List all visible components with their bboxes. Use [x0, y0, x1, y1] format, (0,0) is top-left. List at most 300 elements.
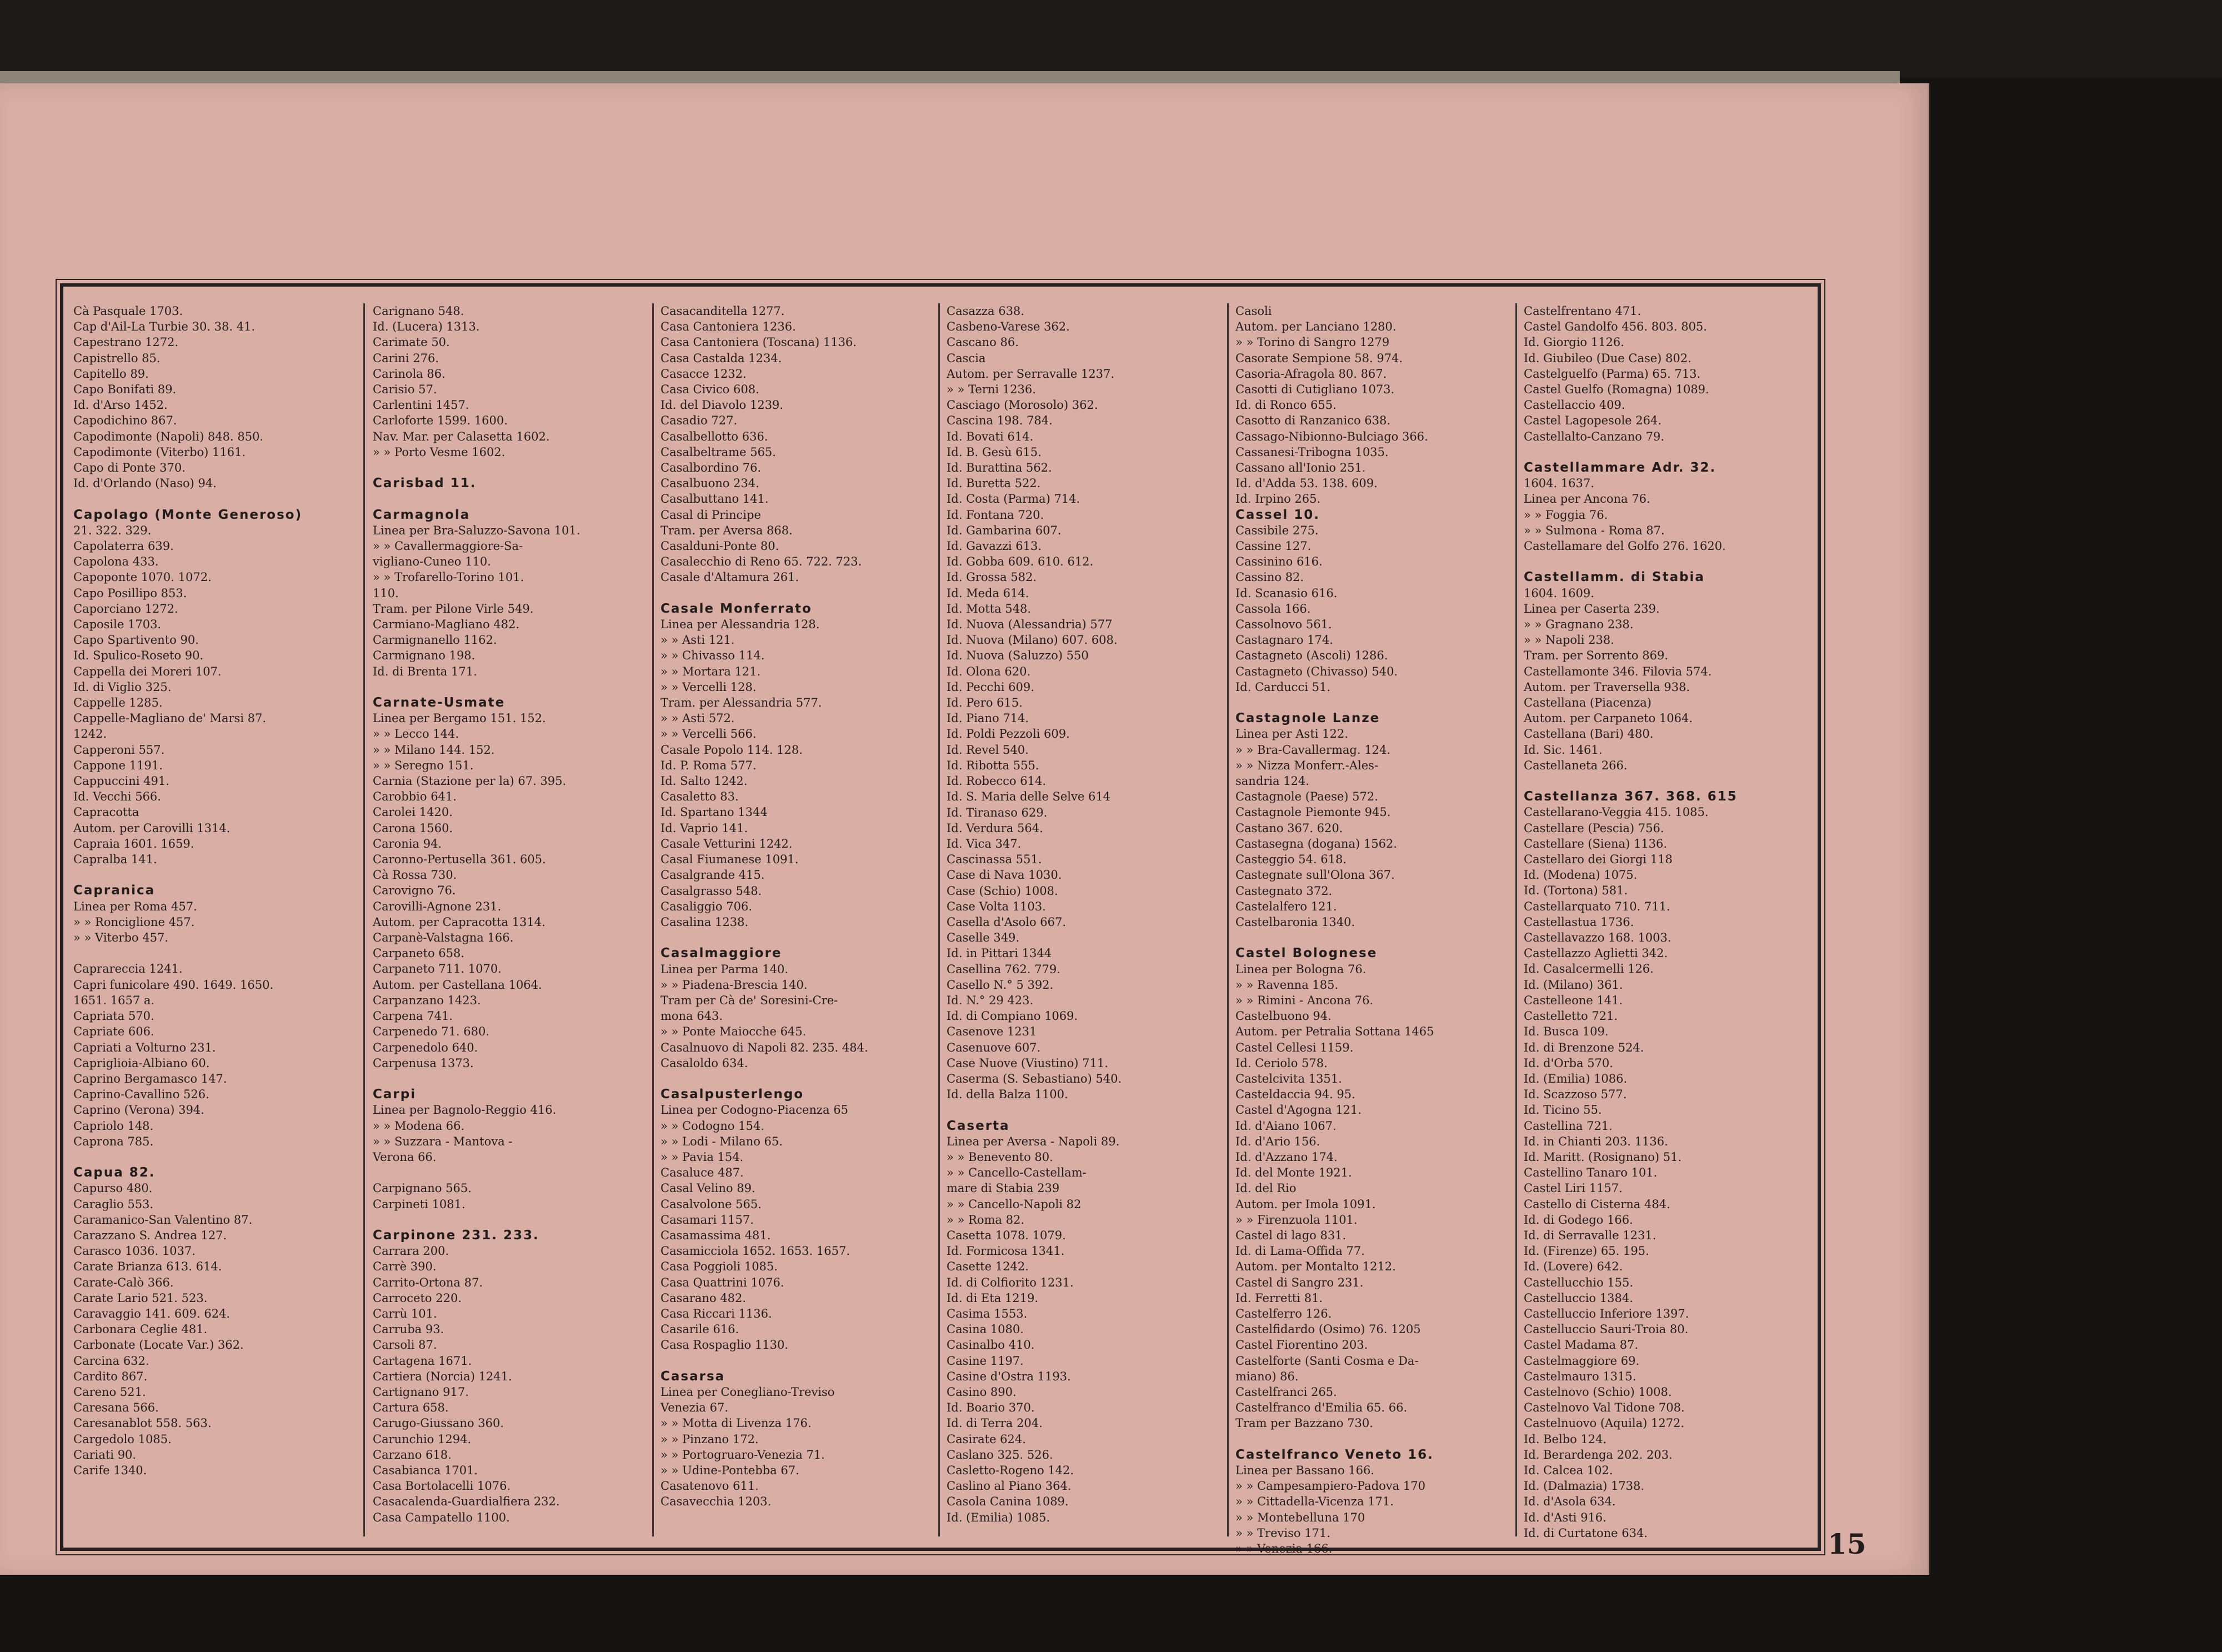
index-entry: Carife 1340. — [73, 1463, 147, 1477]
index-entry: Caronno-Pertusella 361. 605. — [373, 853, 546, 867]
index-entry: Id. Tiranaso 629. — [947, 805, 1048, 819]
index-entry: 1651. 1657 a. — [73, 993, 155, 1007]
index-entry: Id. d'Adda 53. 138. 609. — [1235, 477, 1378, 490]
index-entry: Autom. per Montalto 1212. — [1235, 1260, 1396, 1274]
index-entry: Carate Brianza 613. 614. — [73, 1260, 222, 1274]
index-entry: Id. (Lucera) 1313. — [373, 320, 480, 334]
index-entry: Carbonara Ceglie 481. — [73, 1323, 208, 1336]
index-entry: Capitello 89. — [73, 367, 149, 381]
index-entry: » » Ponte Maiocche 645. — [660, 1025, 807, 1039]
index-entry: Carrù 101. — [373, 1306, 437, 1320]
index-entry: Tram. per Pilone Virle 549. — [373, 602, 534, 615]
index-entry: Id. Grossa 582. — [947, 570, 1037, 584]
index-entry: Castelletto 721. — [1524, 1009, 1618, 1023]
index-entry: Castelferro 126. — [1235, 1306, 1332, 1320]
index-entry: Capolona 433. — [73, 555, 159, 569]
index-entry: Carazzano S. Andrea 127. — [73, 1228, 227, 1242]
index-entry: Casamari 1157. — [660, 1213, 754, 1227]
index-entry: Casalbellotto 636. — [660, 429, 768, 443]
index-entry: Castelguelfo (Parma) 65. 713. — [1524, 367, 1701, 381]
index-entry: Cascinassa 551. — [947, 853, 1042, 867]
index-entry: Capralba 141. — [73, 853, 157, 867]
index-entry: Cassine 127. — [1235, 539, 1312, 553]
index-column-3 — [652, 303, 938, 1536]
index-entry: Cascina 198. 784. — [947, 414, 1053, 428]
index-entry: Id. Formicosa 1341. — [947, 1244, 1065, 1258]
index-entry: sandria 124. — [1235, 774, 1309, 788]
index-entry: Carsoli 87. — [373, 1338, 437, 1352]
index-entry: Casette 1242. — [947, 1260, 1029, 1274]
index-entry: Id. Nuova (Saluzzo) 550 — [947, 649, 1089, 663]
index-entry: Casal Velino 89. — [660, 1182, 755, 1195]
index-entry: » » Motta di Livenza 176. — [660, 1416, 812, 1430]
index-entry: Capriati a Volturno 231. — [73, 1040, 216, 1054]
index-entry: Cappone 1191. — [73, 758, 163, 772]
index-entry: Caslano 325. 526. — [947, 1448, 1053, 1461]
index-entry: Castel Liri 1157. — [1524, 1182, 1623, 1195]
index-entry: Autom. per Petralia Sottana 1465 — [1235, 1025, 1434, 1039]
entry-heading: Casalpusterlengo — [660, 1087, 804, 1102]
index-entry: Casa Quattrini 1076. — [660, 1275, 784, 1289]
entry-heading: Caserta — [947, 1118, 1010, 1133]
index-entry: Castelfranco d'Emilia 65. 66. — [1235, 1401, 1408, 1415]
index-entry: Id. B. Gesù 615. — [947, 445, 1042, 459]
index-entry: Castellarquato 710. 711. — [1524, 899, 1670, 913]
index-entry: Id. d'Ario 156. — [1235, 1134, 1320, 1148]
index-entry: vigliano-Cuneo 110. — [373, 555, 491, 569]
index-entry: » » Modena 66. — [373, 1119, 465, 1133]
index-entry: Castel Madama 87. — [1524, 1338, 1639, 1352]
index-entry: Cassibile 275. — [1235, 523, 1319, 537]
index-entry: » » Cancello-Castellam- — [947, 1166, 1087, 1180]
entry-heading: Carpinone 231. 233. — [373, 1228, 539, 1243]
index-entry: Castellana (Bari) 480. — [1524, 727, 1654, 741]
index-entry: Id. Casalcermelli 126. — [1524, 962, 1654, 976]
index-entry: Castelcivita 1351. — [1235, 1072, 1342, 1085]
index-entry: » » Roma 82. — [947, 1213, 1025, 1227]
index-entry: Capracotta — [73, 805, 139, 819]
index-entry: Casa Cantoniera 1236. — [660, 320, 796, 334]
index-entry: » » Milano 144. 152. — [373, 743, 495, 757]
index-entry: Capistrello 85. — [73, 351, 161, 365]
index-entry: Casaliggio 706. — [660, 899, 752, 913]
index-entry: Cassinino 616. — [1235, 555, 1323, 569]
index-entry: Autom. per Carovilli 1314. — [73, 821, 231, 835]
index-entry: Capoponte 1070. 1072. — [73, 570, 212, 584]
index-entry: Carruba 93. — [373, 1323, 444, 1336]
index-entry: Capraia 1601. 1659. — [73, 837, 194, 850]
index-entry: Castellaccio 409. — [1524, 398, 1625, 412]
spacer — [373, 1071, 653, 1087]
index-entry: Caserma (S. Sebastiano) 540. — [947, 1072, 1122, 1085]
spacer — [660, 585, 938, 601]
index-entry: Cappelle 1285. — [73, 696, 163, 710]
index-entry: Casine 1197. — [947, 1354, 1024, 1368]
index-entry: Casenove 1231 — [947, 1025, 1037, 1039]
index-entry: Casa Castalda 1234. — [660, 351, 782, 365]
entry-heading: Castelfranco Veneto 16. — [1235, 1447, 1434, 1462]
index-entry: Carmignano 198. — [373, 649, 476, 663]
index-entry: » » Cittadella-Vicenza 171. — [1235, 1495, 1394, 1509]
index-entry: Castasegna (dogana) 1562. — [1235, 837, 1397, 850]
index-entry: Carovilli-Agnone 231. — [373, 899, 502, 913]
index-entry: Capodimonte (Viterbo) 1161. — [73, 445, 246, 459]
spacer — [660, 1353, 938, 1369]
index-entry: Casalnuovo di Napoli 82. 235. 484. — [660, 1040, 868, 1054]
index-entry: Id. Pero 615. — [947, 696, 1023, 710]
index-entry: Linea per Bagnolo-Reggio 416. — [373, 1103, 557, 1117]
index-entry: Casale Vetturini 1242. — [660, 837, 793, 850]
index-entry: » » Treviso 171. — [1235, 1526, 1330, 1540]
index-entry: Casalina 1238. — [660, 915, 749, 929]
index-entry: Id. Ceriolo 578. — [1235, 1056, 1328, 1070]
index-entry: Linea per Asti 122. — [1235, 727, 1348, 741]
index-entry: Linea per Conegliano-Treviso — [660, 1385, 835, 1399]
index-entry: Cartignano 917. — [373, 1385, 469, 1399]
index-entry: Capodimonte (Napoli) 848. 850. — [73, 429, 264, 443]
index-entry: Casa Civico 608. — [660, 383, 759, 397]
index-entry: Casaletto 83. — [660, 790, 739, 804]
index-entry: Id. di Compiano 1069. — [947, 1009, 1078, 1023]
spacer — [373, 460, 653, 475]
index-entry: Id. Motta 548. — [947, 602, 1032, 615]
index-entry: Castellina 721. — [1524, 1119, 1613, 1133]
spacer — [947, 1102, 1227, 1118]
index-entry: Capo Bonifati 89. — [73, 383, 177, 397]
index-entry: » » Viterbo 457. — [73, 931, 168, 945]
index-entry: Castellalto-Canzano 79. — [1524, 429, 1665, 443]
index-entry: Casa Poggioli 1085. — [660, 1260, 778, 1274]
index-entry: Linea per Bergamo 151. 152. — [373, 712, 546, 725]
index-entry: Casamicciola 1652. 1653. 1657. — [660, 1244, 850, 1258]
index-entry: » » Ravenna 185. — [1235, 978, 1339, 992]
index-entry: Casola Canina 1089. — [947, 1495, 1069, 1509]
spacer — [73, 867, 362, 883]
index-entry: 1604. 1609. — [1524, 586, 1594, 600]
index-entry: Casello N.° 5 392. — [947, 978, 1054, 992]
index-entry: Id. Nuova (Milano) 607. 608. — [947, 633, 1118, 647]
index-entry: » » Cancello-Napoli 82 — [947, 1197, 1082, 1211]
index-entry: » » Rimini - Ancona 76. — [1235, 993, 1374, 1007]
index-entry: Castelfranci 265. — [1235, 1385, 1337, 1399]
index-entry: Id. d'Azzano 174. — [1235, 1150, 1338, 1164]
index-entry: Id. del Monte 1921. — [1235, 1166, 1352, 1180]
index-entry: Casinalbo 410. — [947, 1338, 1035, 1352]
index-entry: Id. del Diavolo 1239. — [660, 398, 784, 412]
index-entry: Id. Burattina 562. — [947, 461, 1052, 475]
index-entry: Casino 890. — [947, 1385, 1017, 1399]
index-entry: Carate-Calò 366. — [73, 1275, 174, 1289]
index-entry: Id. Belbo 124. — [1524, 1432, 1607, 1446]
index-entry: » » Lodi - Milano 65. — [660, 1134, 783, 1148]
index-entry: Castellamonte 346. Filovia 574. — [1524, 664, 1712, 678]
index-entry: » » Trofarello-Torino 101. — [373, 570, 524, 584]
index-entry: Case Volta 1103. — [947, 899, 1046, 913]
index-entry: Carimate 50. — [373, 336, 450, 349]
index-entry: Autom. per Castellana 1064. — [373, 978, 542, 992]
index-entry: Casal Fiumanese 1091. — [660, 853, 799, 867]
index-entry: Id. Spartano 1344 — [660, 805, 768, 819]
index-entry: Caramanico-San Valentino 87. — [73, 1213, 253, 1227]
index-entry: Capo Posillipo 853. — [73, 586, 187, 600]
index-entry: Capo Spartivento 90. — [73, 633, 199, 647]
index-entry: Castelluccio Inferiore 1397. — [1524, 1306, 1689, 1320]
index-entry: Id. Busca 109. — [1524, 1025, 1609, 1039]
index-entry: Nav. Mar. per Calasetta 1602. — [373, 429, 550, 443]
index-entry: Casacce 1232. — [660, 367, 747, 381]
index-entry: Id. Olona 620. — [947, 664, 1031, 678]
entry-heading: Carpi — [373, 1087, 417, 1102]
spacer — [660, 930, 938, 945]
index-entry: Caporciano 1272. — [73, 602, 178, 615]
index-entry: Cartiera (Norcia) 1241. — [373, 1369, 512, 1383]
index-entry: Id. d'Asola 634. — [1524, 1495, 1616, 1509]
index-entry: Id. di Godego 166. — [1524, 1213, 1633, 1227]
index-entry: Carpanzano 1423. — [373, 993, 481, 1007]
index-entry: Cariati 90. — [73, 1448, 137, 1461]
index-entry: Id. Sic. 1461. — [1524, 743, 1603, 757]
index-entry: Id. d'Orlando (Naso) 94. — [73, 477, 217, 490]
index-entry: Tram. per Sorrento 869. — [1524, 649, 1668, 663]
index-entry: Casa Rospaglio 1130. — [660, 1338, 789, 1352]
index-entry: Id. P. Roma 577. — [660, 758, 757, 772]
index-entry: Id. Ferretti 81. — [1235, 1291, 1323, 1305]
index-entry: Castellaneta 266. — [1524, 758, 1628, 772]
index-entry: » » Pavia 154. — [660, 1150, 744, 1164]
index-entry: Id. Vaprio 141. — [660, 821, 748, 835]
index-entry: Casaloldo 634. — [660, 1056, 748, 1070]
index-entry: Caprino-Cavallino 526. — [73, 1088, 209, 1102]
index-entry: » » Venezia 166. — [1235, 1542, 1333, 1555]
index-entry: Casa Riccari 1136. — [660, 1306, 772, 1320]
index-entry: Caronia 94. — [373, 837, 442, 850]
index-entry: » » Asti 121. — [660, 633, 735, 647]
index-entry: Castellavazzo 168. 1003. — [1524, 931, 1671, 945]
index-entry: Id. in Pittari 1344 — [947, 947, 1052, 960]
index-entry: » » Lecco 144. — [373, 727, 459, 741]
index-entry: Carrara 200. — [373, 1244, 449, 1258]
entry-heading: Cassel 10. — [1235, 507, 1320, 522]
index-entry: Cassano all'Ionio 251. — [1235, 461, 1366, 475]
index-entry: Capo di Ponte 370. — [73, 461, 186, 475]
index-entry: Castellastua 1736. — [1524, 915, 1634, 929]
index-entry: Capperoni 557. — [73, 743, 165, 757]
index-entry: Id. Verdura 564. — [947, 821, 1043, 835]
index-entry: Id. Nuova (Alessandria) 577 — [947, 618, 1113, 632]
index-entry: Castello di Cisterna 484. — [1524, 1197, 1670, 1211]
index-entry: Casal di Principe — [660, 508, 761, 522]
index-entry: » » Cavallermaggiore-Sa- — [373, 539, 523, 553]
index-entry: Id. di Serravalle 1231. — [1524, 1228, 1657, 1242]
entry-heading: Capolago (Monte Generoso) — [73, 507, 303, 522]
index-entry: Castel Fiorentino 203. — [1235, 1338, 1368, 1352]
index-entry: Casalbuttano 141. — [660, 492, 769, 506]
index-entry: Id. d'Orba 570. — [1524, 1056, 1613, 1070]
spacer — [1524, 444, 1813, 460]
spacer — [73, 1149, 362, 1165]
index-entry: Carloforte 1599. 1600. — [373, 414, 508, 428]
entry-heading: Castagnole Lanze — [1235, 711, 1380, 726]
index-entry: Casazza 638. — [947, 304, 1024, 318]
index-entry: Carpena 741. — [373, 1009, 453, 1023]
index-entry: Casacanditella 1277. — [660, 304, 785, 318]
index-entry: Cartura 658. — [373, 1401, 449, 1415]
entry-heading: Castellamm. di Stabia — [1524, 570, 1705, 585]
index-entry: Casa Cantoniera (Toscana) 1136. — [660, 336, 857, 349]
index-entry: Carpenusa 1373. — [373, 1056, 474, 1070]
index-entry: Id. (Firenze) 65. 195. — [1524, 1244, 1649, 1258]
index-entry: Id. (Tortona) 581. — [1524, 884, 1628, 898]
index-entry: » » Campesampiero-Padova 170 — [1235, 1479, 1425, 1493]
index-entry: Castel di lago 831. — [1235, 1228, 1347, 1242]
index-entry: » » Asti 572. — [660, 712, 735, 725]
index-entry: Tram per Bazzano 730. — [1235, 1416, 1373, 1430]
index-entry: Casavecchia 1203. — [660, 1495, 772, 1509]
index-entry: Cap d'Ail-La Turbie 30. 38. 41. — [73, 320, 256, 334]
index-entry: Id. Meda 614. — [947, 586, 1029, 600]
index-entry: miano) 86. — [1235, 1369, 1299, 1383]
index-entry: » » Vercelli 128. — [660, 680, 757, 694]
index-entry: Linea per Parma 140. — [660, 962, 789, 976]
index-entry: » » Nizza Monferr.-Ales- — [1235, 758, 1379, 772]
index-column-1 — [63, 303, 362, 1536]
index-entry: Casale Popolo 114. 128. — [660, 743, 803, 757]
index-entry: Carbonate (Locate Var.) 362. — [73, 1338, 244, 1352]
index-entry: mare di Stabia 239 — [947, 1182, 1060, 1195]
index-entry: » » Suzzara - Mantova - — [373, 1134, 513, 1148]
index-entry: Carzano 618. — [373, 1448, 452, 1461]
index-entry: Linea per Caserta 239. — [1524, 602, 1660, 615]
index-entry: 21. 322. 329. — [73, 523, 152, 537]
index-entry: » » Piadena-Brescia 140. — [660, 978, 808, 992]
index-entry: Castel Gandolfo 456. 803. 805. — [1524, 320, 1707, 334]
index-entry: Carunchio 1294. — [373, 1432, 472, 1446]
index-entry: Casella d'Asolo 667. — [947, 915, 1067, 929]
index-entry: Linea per Aversa - Napoli 89. — [947, 1134, 1120, 1148]
index-entry: Castagnole Piemonte 945. — [1235, 805, 1391, 819]
index-entry: Casoli — [1235, 304, 1272, 318]
index-entry: Case (Schio) 1008. — [947, 884, 1058, 898]
index-entry: Casalbordino 76. — [660, 461, 762, 475]
index-entry: Castelnuovo (Aquila) 1272. — [1524, 1416, 1685, 1430]
index-column-2 — [363, 303, 653, 1536]
index-entry: Carpanè-Valstagna 166. — [373, 931, 514, 945]
index-entry: Cascia — [947, 351, 986, 365]
index-entry: » » Benevento 80. — [947, 1150, 1053, 1164]
entry-heading: Carmagnola — [373, 507, 471, 522]
index-entry: Id. di Viglio 325. — [73, 680, 172, 694]
index-entry: Caprareccia 1241. — [73, 962, 183, 976]
index-entry: Carroceto 220. — [373, 1291, 462, 1305]
index-entry: Casarile 616. — [660, 1323, 739, 1336]
index-entry: Id. (Emilia) 1086. — [1524, 1072, 1628, 1085]
index-entry: Castelleone 141. — [1524, 993, 1623, 1007]
index-entry: Casa Campatello 1100. — [373, 1510, 510, 1524]
index-entry: Casale d'Altamura 261. — [660, 570, 799, 584]
index-entry: Capriata 570. — [73, 1009, 154, 1023]
index-entry: Castelluccio 1384. — [1524, 1291, 1633, 1305]
spacer — [1235, 1431, 1516, 1447]
entry-heading: Carisbad 11. — [373, 476, 477, 491]
index-entry: Carignano 548. — [373, 304, 464, 318]
index-column-5 — [1227, 303, 1516, 1555]
index-entry: Id. Robecco 614. — [947, 774, 1047, 788]
entry-heading: Casarsa — [660, 1369, 725, 1384]
index-entry: Castel Guelfo (Romagna) 1089. — [1524, 383, 1709, 397]
index-entry: Cappelle-Magliano de' Marsi 87. — [73, 712, 267, 725]
spacer — [73, 945, 362, 961]
index-entry: mona 643. — [660, 1009, 723, 1023]
index-entry: Tram. per Aversa 868. — [660, 523, 793, 537]
index-entry: Id. Carducci 51. — [1235, 680, 1330, 694]
index-entry: » » Udine-Pontebba 67. — [660, 1463, 799, 1477]
index-entry: » » Foggia 76. — [1524, 508, 1608, 522]
index-entry: Casetta 1078. 1079. — [947, 1228, 1066, 1242]
index-entry: Tram per Cà de' Soresini-Cre- — [660, 993, 838, 1007]
index-entry: Casalvolone 565. — [660, 1197, 762, 1211]
index-entry: Casamassima 481. — [660, 1228, 771, 1242]
spacer — [1235, 930, 1516, 945]
index-entry: Casarano 482. — [660, 1291, 747, 1305]
spacer — [373, 679, 653, 695]
index-entry: Case Nuove (Viustino) 711. — [947, 1056, 1108, 1070]
index-entry: Id. Pecchi 609. — [947, 680, 1034, 694]
index-entry: Id. Ticino 55. — [1524, 1103, 1602, 1117]
index-entry: Castellana (Piacenza) — [1524, 696, 1652, 710]
index-entry: Casalgrande 415. — [660, 868, 765, 882]
index-entry: Cappella dei Moreri 107. — [73, 664, 222, 678]
index-entry: Castagneto (Chivasso) 540. — [1235, 664, 1398, 678]
index-entry: Linea per Bra-Saluzzo-Savona 101. — [373, 523, 580, 537]
index-entry: Caravaggio 141. 609. 624. — [73, 1306, 231, 1320]
index-entry: Casalecchio di Reno 65. 722. 723. — [660, 555, 862, 569]
index-entry: Casenuove 607. — [947, 1040, 1041, 1054]
index-entry: Id. della Balza 1100. — [947, 1088, 1068, 1102]
index-entry: Castagnole (Paese) 572. — [1235, 790, 1378, 804]
index-entry: Id. Poldi Pezzoli 609. — [947, 727, 1070, 741]
index-entry: Casalduni-Ponte 80. — [660, 539, 779, 553]
index-entry: Castellucchio 155. — [1524, 1275, 1634, 1289]
index-entry: Castel d'Agogna 121. — [1235, 1103, 1362, 1117]
index-entry: Casalbuono 234. — [660, 477, 759, 490]
index-entry: Carona 1560. — [373, 821, 453, 835]
index-entry: Carrito-Ortona 87. — [373, 1275, 483, 1289]
index-entry: Id. (Emilia) 1085. — [947, 1510, 1050, 1524]
index-entry: Caslino al Piano 364. — [947, 1479, 1072, 1493]
index-entry: Castelforte (Santi Cosma e Da- — [1235, 1354, 1419, 1368]
index-entry: Castel Lagopesole 264. — [1524, 414, 1662, 428]
index-entry: Castelfidardo (Osimo) 76. 1205 — [1235, 1323, 1421, 1336]
entry-heading: Castellanza 367. 368. 615 — [1524, 789, 1738, 804]
index-entry: Castellaro dei Giorgi 118 — [1524, 853, 1673, 867]
index-entry: Castelalfero 121. — [1235, 899, 1337, 913]
index-entry: Casina 1080. — [947, 1323, 1024, 1336]
index-entry: Cassolnovo 561. — [1235, 618, 1332, 632]
index-entry: Casciago (Morosolo) 362. — [947, 398, 1098, 412]
index-entry: Autom. per Serravalle 1237. — [947, 367, 1115, 381]
index-entry: Autom. per Lanciano 1280. — [1235, 320, 1397, 334]
index-entry: Id. d'Aiano 1067. — [1235, 1119, 1337, 1133]
index-entry: Linea per Codogno-Piacenza 65 — [660, 1103, 848, 1117]
index-entry: » » Gragnano 238. — [1524, 618, 1634, 632]
entry-heading: Carnate-Usmate — [373, 695, 506, 710]
index-entry: Cà Rossa 730. — [373, 868, 457, 882]
index-entry: Id. Irpino 265. — [1235, 492, 1321, 506]
background-top — [0, 0, 2222, 78]
index-entry: Autom. per Imola 1091. — [1235, 1197, 1376, 1211]
index-entry: Id. in Chianti 203. 1136. — [1524, 1134, 1668, 1148]
index-entry: Carpaneto 658. — [373, 947, 465, 960]
